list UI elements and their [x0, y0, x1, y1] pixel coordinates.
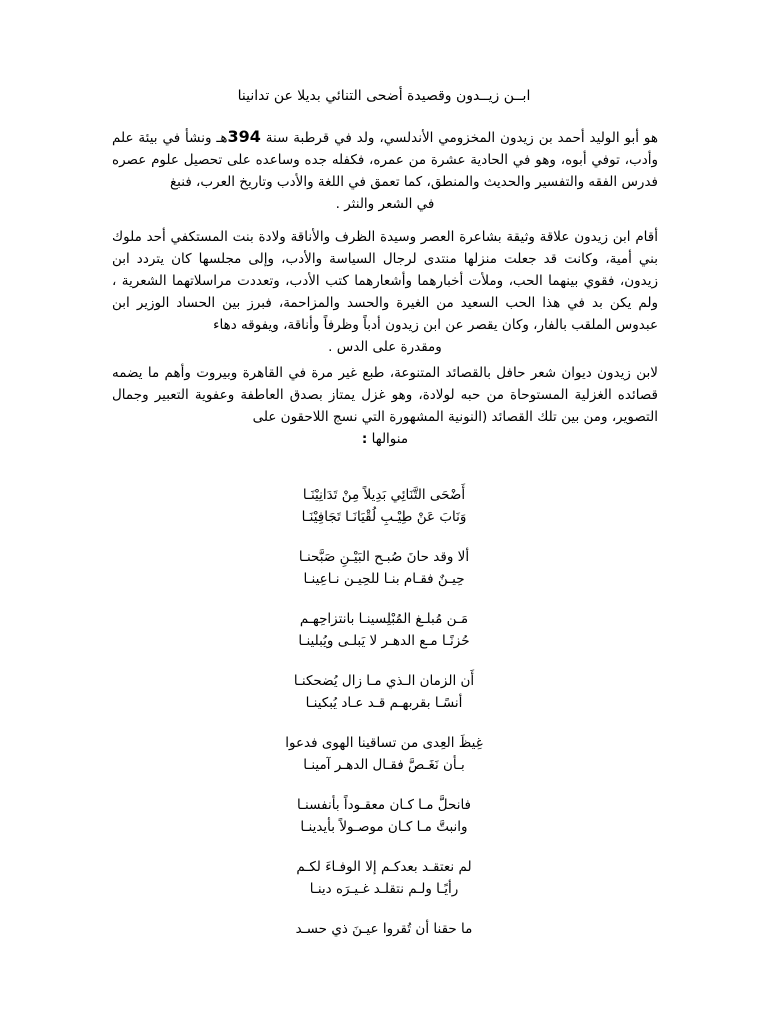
paragraph-biography-last-line: في الشعر والنثر .	[335, 196, 435, 212]
verse	[0, 732, 768, 794]
poem-verses	[0, 484, 768, 980]
verse-second-hemistich: بـأن نَغَـصَّ فقـال الدهـر آمينـا	[303, 757, 465, 773]
verse	[0, 670, 768, 732]
verse-first-hemistich: ما حقنا أن تُقروا عيـنَ ذي حسـد	[295, 921, 473, 937]
paragraph-diwan-colon: :	[361, 431, 368, 447]
paragraph-diwan-last-line	[112, 428, 658, 450]
paragraph-relationship	[112, 226, 658, 358]
paragraph-diwan	[112, 362, 658, 450]
verse-second-hemistich: وانبتَّ مـا كـان موصـولاً بأيدينـا	[300, 819, 468, 835]
birth-year: 394	[227, 127, 261, 146]
paragraph-biography	[112, 126, 658, 215]
paragraph-biography-text-before: هو أبو الوليد أحمد بن زيدون المخزومي الأندلسي، ولد في قرطبة سنة	[265, 130, 659, 146]
verse-first-hemistich: لم نعتقـد بعدكـم إلا الوفـاءَ لكـم	[296, 859, 472, 875]
verse	[0, 546, 768, 608]
paragraph-diwan-last-word: منوالها	[371, 431, 409, 447]
paragraph-relationship-last-line: ومقدرة على الدس .	[328, 339, 442, 355]
verse-first-hemistich: غِيظَ العِدى من تساقينا الهوى فدعوا	[285, 735, 483, 751]
verse-first-hemistich: فانحلَّ مـا كـان معقـوداً بأنفسنـا	[296, 797, 472, 813]
verse-first-hemistich: ألا وقد حانَ صُبـح البَيْـنِ صَبَّحنـا	[298, 549, 470, 565]
verse	[0, 918, 768, 980]
paragraph-diwan-text: لابن زيدون ديوان شعر حافل بالقصائد المتنوعة، طبع غير مرة في القاهرة وبيروت وأهم ما يضمه قصائده الغزلية المستوحاة من حبه لولادة، وهو غزل يمتاز بصدق العاطفة وعفوية التعبير وجمال التصوير، ومن بين تلك القصائد (النونية المشهورة التي نسج اللاحقون على	[112, 365, 658, 425]
document-title: ابــن زيــدون وقصيدة أضحى التنائي بديلا عن تدانينا	[237, 88, 531, 104]
paragraph-biography-text-after: هـ ونشأ في بيئة علم وأدب، توفي أبوه، وهو في الحادية عشرة من عمره، فكفله جده وساعده على تحصيل علوم عصره فدرس الفقه والتفسير والحديث والمنطق، كما تعمق في اللغة والأدب وتاريخ العرب، فنبغ	[112, 130, 658, 190]
verse-second-hemistich: أنسًـا بقربهـم قـد عـاد يُبكينـا	[305, 695, 463, 711]
verse-first-hemistich: أَن الزمان الـذي مـا زال يُضحكنـا	[293, 673, 475, 689]
verse-first-hemistich: أَضْحَى التَّنَائِي بَدِيلاً مِنْ تَدَانِيْنَـا	[302, 487, 466, 503]
verse-second-hemistich: حُزنًـا مـع الدهـر لا يَبلـى ويُبلينـا	[298, 633, 470, 649]
verse-second-hemistich: وَنَابَ عَنْ طِيْـبِ لُقْيَانَـا تَجَافِيْنَـا	[301, 509, 467, 525]
verse-second-hemistich: حِيـنٌ فقـام بنـا للحِيـن نـاعِينـا	[303, 571, 465, 587]
verse-second-hemistich: رأيًـا ولـم نتقلـد غـيـرَه دينـا	[309, 881, 459, 897]
verse	[0, 484, 768, 546]
verse-first-hemistich: مَـن مُبلـغ المُبْلِسينـا بانتزاحِهـم	[299, 611, 469, 627]
paragraph-relationship-text: أقام ابن زيدون علاقة وثيقة بشاعرة العصر وسيدة الظرف والأناقة ولادة بنت المستكفي أحد ملوك بني أمية، وكانت قد جعلت منزلها منتدى لرجال السياسة والأدب، وإلى مجلسها كان يتردد ابن زيدون، فقوي بينهما الحب، وملأت أخبارهما وأشعارهما كتب الأدب، وتعددت مراسلاتهما الشعرية ، ولم يكن بد في هذا الحب السعيد من الغيرة والحسد والمزاحمة، فبرز بين الحساد الوزير ابن عبدوس الملقب بالفار، وكان يقصر عن ابن زيدون أدباً وظرفاً وأناقة، ويفوقه دهاء	[112, 229, 658, 333]
verse	[0, 794, 768, 856]
verse	[0, 856, 768, 918]
verse	[0, 608, 768, 670]
